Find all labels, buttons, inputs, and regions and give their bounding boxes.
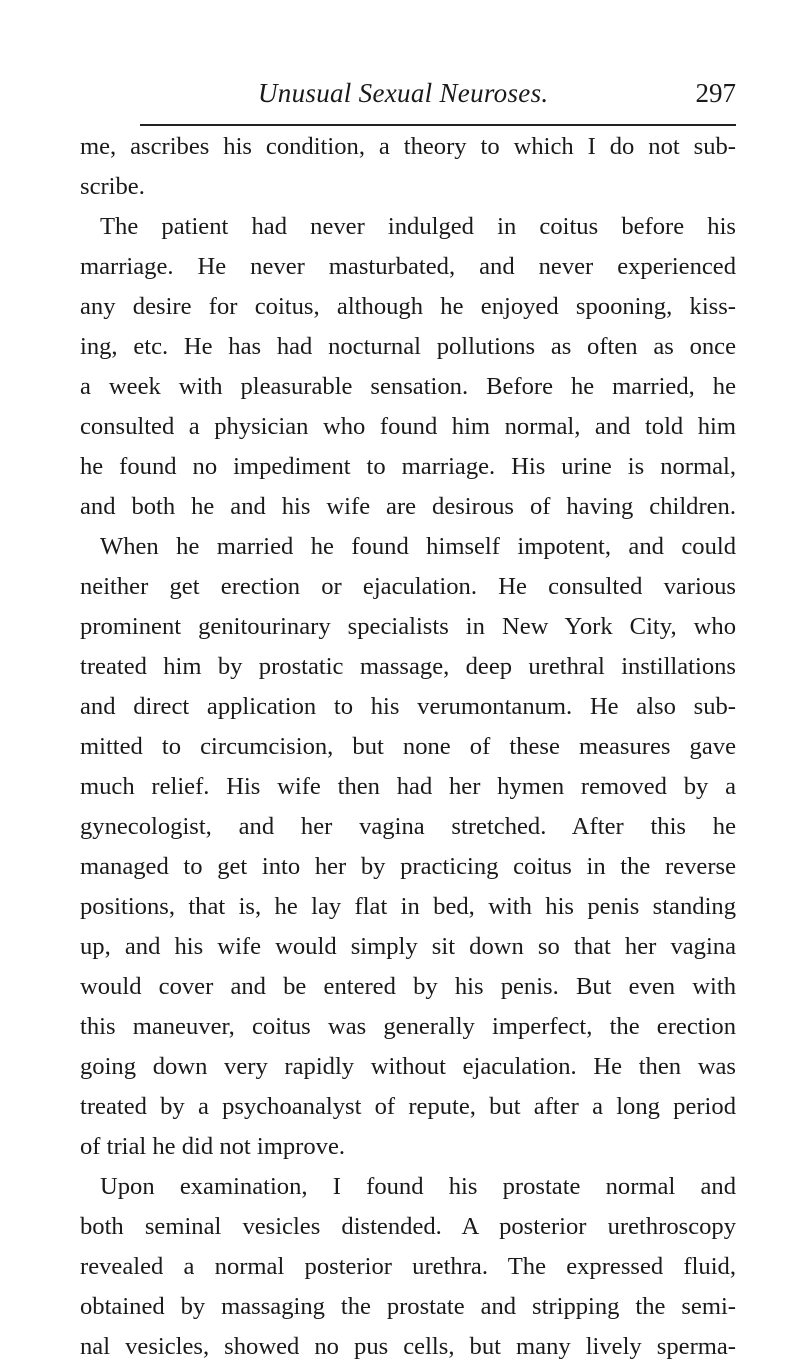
- text-line-18: gynecologist, and her vagina stretched. After this he: [80, 813, 736, 840]
- running-head: [140, 76, 736, 116]
- text-line-12: neither get erection or ejaculation. He consulted various: [80, 573, 736, 600]
- text-line-19: managed to get into her by practicing coitus in the reverse: [80, 853, 736, 880]
- text-line-3: The patient had never indulged in coitus before his: [100, 213, 736, 240]
- text-line-16: mitted to circumcision, but none of these measures gave: [80, 733, 736, 760]
- text-line-28: both seminal vesicles distended. A posterior urethroscopy: [80, 1213, 736, 1240]
- text-line-5: any desire for coitus, although he enjoyed spooning, kiss-: [80, 293, 736, 320]
- text-line-10: and both he and his wife are desirous of having children.: [80, 493, 736, 520]
- text-line-25: treated by a psychoanalyst of repute, but after a long period: [80, 1093, 736, 1120]
- text-line-15: and direct application to his verumontanum. He also sub-: [80, 693, 736, 720]
- text-line-7: a week with pleasurable sensation. Before he married, he: [80, 373, 736, 400]
- running-title: Unusual Sexual Neuroses.: [258, 78, 549, 108]
- text-line-30: obtained by massaging the prostate and stripping the semi-: [80, 1293, 736, 1320]
- text-line-26: of trial he did not improve.: [80, 1133, 346, 1160]
- text-line-17: much relief. His wife then had her hymen removed by a: [80, 773, 736, 800]
- page-number: 297: [695, 78, 736, 108]
- text-line-1: me, ascribes his condition, a theory to which I do not sub-: [80, 133, 736, 160]
- text-line-13: prominent genitourinary specialists in New York City, who: [80, 613, 736, 640]
- text-line-6: ing, etc. He has had nocturnal pollutions as often as once: [80, 333, 736, 360]
- text-line-29: revealed a normal posterior urethra. The expressed fluid,: [80, 1253, 736, 1280]
- text-line-11: When he married he found himself impotent, and could: [100, 533, 736, 560]
- header-rule: [140, 124, 736, 126]
- text-line-31: nal vesicles, showed no pus cells, but many lively sperma-: [80, 1333, 736, 1360]
- text-line-27: Upon examination, I found his prostate normal and: [100, 1173, 736, 1200]
- body-text: [80, 127, 736, 1367]
- text-line-21: up, and his wife would simply sit down so that her vagina: [80, 933, 736, 960]
- text-line-9: he found no impediment to marriage. His urine is normal,: [80, 453, 736, 480]
- text-line-22: would cover and be entered by his penis. But even with: [80, 973, 736, 1000]
- text-line-2: scribe.: [80, 173, 145, 200]
- text-line-24: going down very rapidly without ejaculation. He then was: [80, 1053, 736, 1080]
- text-line-4: marriage. He never masturbated, and never experienced: [80, 253, 736, 280]
- text-line-23: this maneuver, coitus was generally imperfect, the erection: [80, 1013, 736, 1040]
- text-line-20: positions, that is, he lay flat in bed, with his penis standing: [80, 893, 736, 920]
- text-line-14: treated him by prostatic massage, deep urethral instillations: [80, 653, 736, 680]
- text-line-8: consulted a physician who found him normal, and told him: [80, 413, 736, 440]
